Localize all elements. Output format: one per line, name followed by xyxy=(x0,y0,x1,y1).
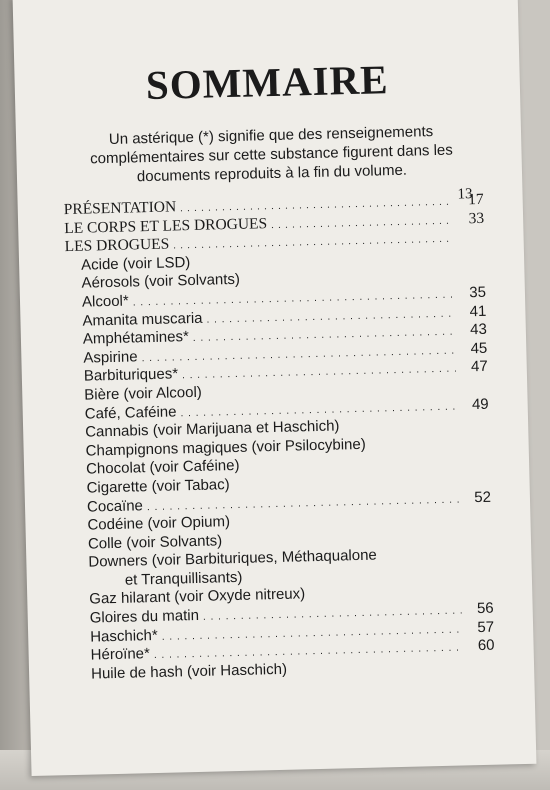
toc-entry-label: LE CORPS ET LES DROGUES xyxy=(64,214,268,237)
toc-entry-label: Aérosols (voir Solvants) xyxy=(81,271,241,293)
toc-leader-dots xyxy=(370,446,458,448)
toc-entry-label: Colle (voir Solvants) xyxy=(87,532,223,553)
toc-entry-label: Alcool* xyxy=(81,292,129,311)
toc-entry-label: Haschich* xyxy=(90,626,158,646)
toc-entry-label: PRÉSENTATION xyxy=(63,198,177,219)
toc-entry-label: Chocolat (voir Caféine) xyxy=(85,457,240,478)
toc-page-number: 57 xyxy=(477,618,495,636)
toc-page-number: 41 xyxy=(469,302,487,320)
toc-page-number xyxy=(465,576,493,577)
toc-page-number: 49 xyxy=(471,395,489,413)
page-title: SOMMAIRE xyxy=(145,56,390,109)
toc-entry-label: Downers (voir Barbituriques, Méthaqualone xyxy=(88,546,378,571)
toc-entry-label: Aspirine xyxy=(83,348,138,367)
toc-page-number: 60 xyxy=(477,636,495,655)
toc-entry-label: Amphétamines* xyxy=(82,328,190,348)
toc-page-number xyxy=(467,669,495,670)
toc-page-number xyxy=(465,594,493,595)
first-page-number: 13 xyxy=(457,186,473,203)
toc-page-number xyxy=(460,390,488,391)
toc-leader-dots xyxy=(244,465,459,470)
toc-page-number: 35 xyxy=(469,283,487,302)
toc-leader-dots xyxy=(206,390,456,396)
book-page xyxy=(13,0,537,776)
toc-page-number xyxy=(464,557,492,558)
toc-leader-dots xyxy=(309,595,461,599)
toc-entry-label: LES DROGUES xyxy=(64,235,170,256)
toc-entry-label: et Tranquillisants) xyxy=(124,568,243,589)
toc-page-number: 47 xyxy=(470,358,488,376)
toc-entry-label: Gloires du matin xyxy=(89,606,200,627)
toc-entry-label: Huile de hash (voir Haschich) xyxy=(90,660,288,683)
toc-leader-dots xyxy=(244,279,454,284)
toc-entry-label: Amanita muscaria xyxy=(82,309,203,330)
toc-leader-dots xyxy=(381,558,460,560)
toc-entry-label: Barbituriques* xyxy=(83,365,179,385)
toc-page-number xyxy=(461,427,489,428)
toc-entry-label: Codéine (voir Opium) xyxy=(87,513,231,534)
toc-entry-label: Champignons magiques (voir Psilocybine) xyxy=(85,435,366,460)
toc-page-number: 17 xyxy=(467,190,484,209)
toc-entry-label: Café, Caféine xyxy=(84,402,177,423)
intro-note: Un astérique (*) signifie que des renseignements complémentaires sur cette substance figurent dans les documents reproduits à la fin du volume. xyxy=(89,123,453,186)
toc-leader-dots xyxy=(234,521,459,527)
toc-entry-label: Gaz hilarant (voir Oxyde nitreux) xyxy=(89,585,306,609)
toc-leader-dots xyxy=(246,576,460,581)
toc-leader-dots xyxy=(194,260,453,266)
toc-entry-label: Cocaïne xyxy=(86,496,144,516)
toc-leader-dots xyxy=(234,483,459,488)
toc-page-number xyxy=(462,445,490,446)
table-of-contents xyxy=(64,191,496,685)
toc-entry-label: Cannabis (voir Marijuana et Haschich) xyxy=(85,417,340,441)
toc-page-number xyxy=(464,538,492,539)
toc-page-number xyxy=(457,241,485,242)
toc-page-number xyxy=(458,278,486,279)
toc-leader-dots xyxy=(226,539,460,545)
toc-page-number xyxy=(463,483,491,484)
toc-page-number: 56 xyxy=(476,599,494,618)
toc-page-number: 52 xyxy=(474,488,492,506)
toc-page-number xyxy=(462,464,490,465)
toc-entry-label: Acide (voir LSD) xyxy=(80,253,191,274)
toc-leader-dots xyxy=(344,428,458,431)
toc-page-number: 33 xyxy=(468,209,485,227)
toc-leader-dots xyxy=(291,669,463,673)
toc-page-number xyxy=(457,260,485,261)
toc-entry-label: Héroïne* xyxy=(90,645,151,664)
toc-page-number xyxy=(463,520,491,521)
toc-entry-label: Bière (voir Alcool) xyxy=(84,383,203,404)
toc-page-number: 45 xyxy=(470,339,488,357)
toc-page-number: 43 xyxy=(469,320,488,339)
toc-entry-label: Cigarette (voir Tabac) xyxy=(86,476,230,497)
